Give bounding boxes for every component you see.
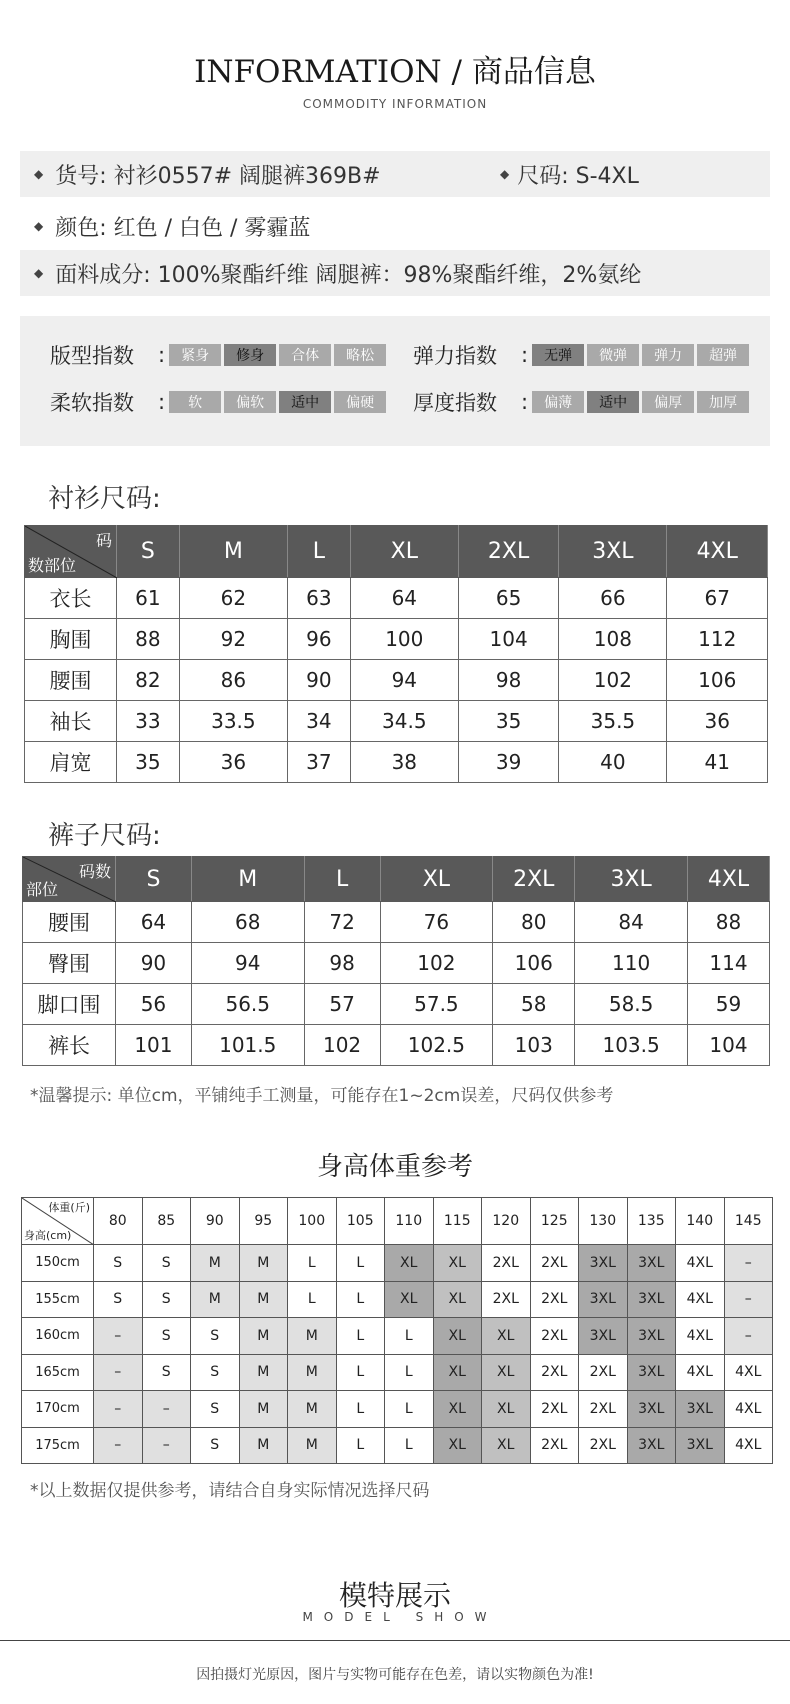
size-cell: M [191, 1245, 240, 1282]
table-cell: 106 [667, 660, 768, 701]
shirt-size-table [24, 525, 768, 783]
size-cell: 3XL [579, 1281, 628, 1318]
table-cell: 62 [179, 578, 287, 619]
index-option-chip: 偏软 [224, 391, 276, 413]
size-cell: 2XL [482, 1281, 531, 1318]
size-cell: – [94, 1391, 143, 1428]
size-cell: 4XL [724, 1391, 773, 1428]
size-cell: 3XL [627, 1281, 676, 1318]
index-option-chip: 适中 [279, 391, 331, 413]
size-cell: 2XL [530, 1427, 579, 1464]
size-header-cell: S [116, 857, 192, 902]
weight-header-cell: 105 [336, 1198, 385, 1245]
size-header-cell: 4XL [688, 857, 770, 902]
size-cell: 2XL [482, 1245, 531, 1282]
size-cell: XL [433, 1245, 482, 1282]
model-subtitle: MODEL SHOW [302, 1610, 498, 1624]
size-cell: – [94, 1354, 143, 1391]
size-header-cell: M [179, 526, 287, 578]
weight-header-cell: 145 [724, 1198, 773, 1245]
table-cell: 104 [688, 1025, 770, 1066]
size-cell: M [288, 1391, 337, 1428]
table-cell: 98 [458, 660, 559, 701]
index-option-chip: 超弹 [697, 344, 749, 366]
color-text: 颜色: 红色 / 白色 / 雾霾蓝 [55, 215, 311, 241]
size-cell: 3XL [676, 1391, 725, 1428]
table-cell: 101.5 [191, 1025, 304, 1066]
row-label-cell: 脚口围 [23, 984, 116, 1025]
corner-bottom-label: 身高(cm) [24, 1229, 72, 1242]
weight-header-cell: 115 [433, 1198, 482, 1245]
divider [0, 1640, 790, 1641]
height-label-cell: 160cm [22, 1318, 94, 1355]
weight-header-cell: 85 [142, 1198, 191, 1245]
table-cell: 35.5 [559, 701, 667, 742]
index-option-chip: 偏硬 [334, 391, 386, 413]
index-option-chip: 软 [169, 391, 221, 413]
size-cell: XL [385, 1245, 434, 1282]
size-cell: 2XL [530, 1318, 579, 1355]
table-cell: 90 [116, 943, 192, 984]
table-cell: 57 [304, 984, 380, 1025]
table-cell: 102 [559, 660, 667, 701]
footer-note: 因拍摄灯光原因，图片与实物可能存在色差，请以实物颜色为准! [196, 1667, 594, 1683]
size-cell: XL [482, 1318, 531, 1355]
table-cell: 58 [493, 984, 575, 1025]
index-option-chip: 适中 [587, 391, 639, 413]
table-cell: 92 [179, 619, 287, 660]
info-fabric-bar [20, 250, 770, 296]
diamond-bullet-icon: ◆ [34, 219, 44, 233]
diamond-bullet-icon: ◆ [34, 266, 44, 280]
reference-note: *以上数据仅提供参考，请结合自身实际情况选择尺码 [30, 1481, 430, 1501]
table-header-row [22, 1198, 773, 1245]
size-cell: XL [433, 1391, 482, 1428]
size-cell: – [724, 1318, 773, 1355]
table-cell: 100 [350, 619, 458, 660]
fit-index-row [50, 340, 389, 370]
size-cell: 2XL [579, 1391, 628, 1428]
thickness-index-row [413, 387, 752, 417]
table-row [25, 619, 768, 660]
index-option-chip: 合体 [279, 344, 331, 366]
table-cell: 34 [287, 701, 350, 742]
table-row [22, 1318, 773, 1355]
size-cell: 3XL [627, 1354, 676, 1391]
size-cell: XL [433, 1427, 482, 1464]
table-cell: 56 [116, 984, 192, 1025]
table-row [25, 660, 768, 701]
table-row [23, 1025, 770, 1066]
table-row [22, 1391, 773, 1428]
row-label-cell: 袖长 [25, 701, 117, 742]
size-cell: L [385, 1354, 434, 1391]
size-cell: S [142, 1318, 191, 1355]
table-row [25, 701, 768, 742]
table-cell: 65 [458, 578, 559, 619]
softness-index-row [50, 387, 389, 417]
table-cell: 103 [493, 1025, 575, 1066]
fit-index-panel [20, 316, 770, 446]
size-header-cell: 2XL [493, 857, 575, 902]
row-label-cell: 肩宽 [25, 742, 117, 783]
table-cell: 61 [117, 578, 180, 619]
size-cell: M [288, 1354, 337, 1391]
corner-top-label: 码数 [78, 862, 111, 881]
size-cell: 3XL [579, 1318, 628, 1355]
table-header-row [23, 857, 770, 902]
table-cell: 101 [116, 1025, 192, 1066]
size-cell: S [142, 1281, 191, 1318]
size-cell: XL [482, 1354, 531, 1391]
index-label: 弹力指数 [413, 344, 497, 368]
size-header-cell: 3XL [575, 857, 688, 902]
size-header-cell: L [287, 526, 350, 578]
index-option-chip: 修身 [224, 344, 276, 366]
table-cell: 103.5 [575, 1025, 688, 1066]
table-cell: 96 [287, 619, 350, 660]
table-cell: 88 [688, 902, 770, 943]
size-cell: L [288, 1245, 337, 1282]
diamond-bullet-icon: ◆ [500, 167, 510, 181]
shirt-size-title: 衬衫尺码: [48, 484, 161, 514]
size-cell: – [724, 1281, 773, 1318]
size-cell: 2XL [579, 1354, 628, 1391]
table-cell: 112 [667, 619, 768, 660]
size-cell: 3XL [627, 1391, 676, 1428]
weight-header-cell: 135 [627, 1198, 676, 1245]
size-cell: L [336, 1427, 385, 1464]
weight-header-cell: 140 [676, 1198, 725, 1245]
table-cell: 86 [179, 660, 287, 701]
table-cell: 33 [117, 701, 180, 742]
size-cell: M [288, 1318, 337, 1355]
weight-header-cell: 125 [530, 1198, 579, 1245]
index-colon: : [158, 390, 166, 414]
row-label-cell: 裤长 [23, 1025, 116, 1066]
table-cell: 110 [575, 943, 688, 984]
size-cell: 4XL [676, 1245, 725, 1282]
table-cell: 106 [493, 943, 575, 984]
table-cell: 80 [493, 902, 575, 943]
index-option-chip: 微弹 [587, 344, 639, 366]
size-cell: 3XL [676, 1427, 725, 1464]
table-cell: 102 [304, 1025, 380, 1066]
table-cell: 104 [458, 619, 559, 660]
size-cell: 4XL [724, 1354, 773, 1391]
stretch-index-row [413, 340, 752, 370]
table-cell: 56.5 [191, 984, 304, 1025]
table-cell: 72 [304, 902, 380, 943]
size-cell: S [94, 1281, 143, 1318]
size-cell: XL [482, 1427, 531, 1464]
size-cell: XL [433, 1318, 482, 1355]
corner-bottom-label: 数部位 [28, 556, 77, 575]
size-cell: M [239, 1427, 288, 1464]
table-cell: 76 [380, 902, 493, 943]
table-cell: 67 [667, 578, 768, 619]
index-option-chip: 加厚 [697, 391, 749, 413]
size-cell: L [288, 1281, 337, 1318]
row-label-cell: 腰围 [25, 660, 117, 701]
pants-size-table [22, 856, 770, 1066]
size-header-cell: XL [380, 857, 493, 902]
size-cell: L [336, 1281, 385, 1318]
size-cell: 3XL [627, 1318, 676, 1355]
table-row [22, 1427, 773, 1464]
size-header-cell: 4XL [667, 526, 768, 578]
height-weight-table [21, 1197, 773, 1464]
size-cell: L [336, 1391, 385, 1428]
row-label-cell: 胸围 [25, 619, 117, 660]
size-cell: S [142, 1245, 191, 1282]
table-cell: 63 [287, 578, 350, 619]
table-row [22, 1281, 773, 1318]
table-cell: 64 [116, 902, 192, 943]
fabric-text: 面料成分: 100%聚酯纤维 阔腿裤：98%聚酯纤维，2%氨纶 [55, 262, 642, 288]
table-row [23, 943, 770, 984]
height-label-cell: 150cm [22, 1245, 94, 1282]
size-cell: – [142, 1391, 191, 1428]
size-cell: 4XL [724, 1427, 773, 1464]
table-cell: 102.5 [380, 1025, 493, 1066]
size-cell: 3XL [579, 1245, 628, 1282]
height-label-cell: 175cm [22, 1427, 94, 1464]
table-cell: 34.5 [350, 701, 458, 742]
table-cell: 90 [287, 660, 350, 701]
size-cell: L [385, 1318, 434, 1355]
diamond-bullet-icon: ◆ [34, 167, 44, 181]
table-row [22, 1245, 773, 1282]
table-cell: 66 [559, 578, 667, 619]
table-row [23, 902, 770, 943]
size-cell: L [385, 1391, 434, 1428]
reference-title: 身高体重参考 [316, 1152, 473, 1182]
table-corner-cell [25, 526, 117, 578]
size-cell: 2XL [530, 1354, 579, 1391]
table-row [22, 1354, 773, 1391]
size-cell: – [94, 1318, 143, 1355]
size-cell: M [191, 1281, 240, 1318]
table-cell: 64 [350, 578, 458, 619]
size-cell: M [239, 1281, 288, 1318]
table-cell: 57.5 [380, 984, 493, 1025]
height-label-cell: 165cm [22, 1354, 94, 1391]
size-cell: 2XL [579, 1427, 628, 1464]
size-cell: M [288, 1427, 337, 1464]
row-label-cell: 臀围 [23, 943, 116, 984]
size-cell: L [385, 1427, 434, 1464]
weight-header-cell: 80 [94, 1198, 143, 1245]
index-option-chip: 紧身 [169, 344, 221, 366]
size-cell: 2XL [530, 1245, 579, 1282]
table-cell: 38 [350, 742, 458, 783]
size-header-cell: L [304, 857, 380, 902]
weight-header-cell: 95 [239, 1198, 288, 1245]
item-number-text: 货号: 衬衫0557# 阔腿裤369B# [55, 163, 381, 189]
size-cell: M [239, 1318, 288, 1355]
size-cell: 3XL [627, 1427, 676, 1464]
size-cell: 4XL [676, 1281, 725, 1318]
corner-top-label: 体重(斤) [48, 1201, 90, 1214]
size-cell: L [336, 1354, 385, 1391]
info-item-no-bar [20, 151, 770, 197]
size-cell: XL [385, 1281, 434, 1318]
index-option-chip: 弹力 [642, 344, 694, 366]
index-option-chip: 无弹 [532, 344, 584, 366]
size-cell: – [94, 1427, 143, 1464]
table-corner-cell [22, 1198, 94, 1245]
index-colon: : [158, 343, 166, 367]
size-header-cell: XL [350, 526, 458, 578]
table-cell: 36 [667, 701, 768, 742]
table-row [25, 578, 768, 619]
model-title: 模特展示 [338, 1579, 451, 1612]
size-cell: XL [433, 1354, 482, 1391]
size-header-cell: S [117, 526, 180, 578]
index-option-chip: 略松 [334, 344, 386, 366]
size-header-cell: M [191, 857, 304, 902]
page-subtitle: COMMODITY INFORMATION [302, 97, 488, 111]
size-cell: M [239, 1391, 288, 1428]
weight-header-cell: 130 [579, 1198, 628, 1245]
table-cell: 114 [688, 943, 770, 984]
index-label: 版型指数 [50, 344, 134, 368]
table-cell: 58.5 [575, 984, 688, 1025]
info-color-bar [20, 203, 770, 249]
index-option-chip: 偏厚 [642, 391, 694, 413]
size-cell: S [191, 1427, 240, 1464]
table-cell: 84 [575, 902, 688, 943]
corner-top-label: 码 [95, 531, 112, 550]
size-cell: M [239, 1245, 288, 1282]
size-cell: S [191, 1354, 240, 1391]
size-cell: 4XL [676, 1354, 725, 1391]
size-cell: 3XL [627, 1245, 676, 1282]
page-title: INFORMATION / 商品信息 [194, 54, 596, 90]
table-cell: 33.5 [179, 701, 287, 742]
table-cell: 40 [559, 742, 667, 783]
table-cell: 94 [350, 660, 458, 701]
size-range-text: 尺码: S-4XL [517, 163, 639, 189]
table-cell: 102 [380, 943, 493, 984]
size-range [500, 159, 639, 190]
weight-header-cell: 110 [385, 1198, 434, 1245]
table-header-row [25, 526, 768, 578]
table-cell: 39 [458, 742, 559, 783]
index-option-chip: 偏薄 [532, 391, 584, 413]
table-cell: 94 [191, 943, 304, 984]
corner-bottom-label: 部位 [26, 880, 59, 899]
size-cell: S [94, 1245, 143, 1282]
size-cell: S [191, 1318, 240, 1355]
table-corner-cell [23, 857, 116, 902]
weight-header-cell: 90 [191, 1198, 240, 1245]
size-cell: – [724, 1245, 773, 1282]
size-cell: S [142, 1354, 191, 1391]
size-cell: XL [482, 1391, 531, 1428]
table-cell: 37 [287, 742, 350, 783]
weight-header-cell: 120 [482, 1198, 531, 1245]
index-label: 厚度指数 [413, 391, 497, 415]
size-cell: 2XL [530, 1281, 579, 1318]
index-colon: : [521, 343, 529, 367]
table-cell: 88 [117, 619, 180, 660]
pants-size-title: 裤子尺码: [48, 821, 161, 851]
size-cell: S [191, 1391, 240, 1428]
table-cell: 68 [191, 902, 304, 943]
page-header [0, 46, 790, 111]
table-cell: 59 [688, 984, 770, 1025]
index-colon: : [521, 390, 529, 414]
table-cell: 108 [559, 619, 667, 660]
table-row [25, 742, 768, 783]
size-header-cell: 3XL [559, 526, 667, 578]
row-label-cell: 衣长 [25, 578, 117, 619]
measure-note: *温馨提示: 单位cm，平铺纯手工测量，可能存在1~2cm误差，尺码仅供参考 [30, 1086, 614, 1106]
table-row [23, 984, 770, 1025]
size-cell: XL [433, 1281, 482, 1318]
table-cell: 82 [117, 660, 180, 701]
weight-header-cell: 100 [288, 1198, 337, 1245]
table-cell: 41 [667, 742, 768, 783]
table-cell: 35 [117, 742, 180, 783]
height-label-cell: 155cm [22, 1281, 94, 1318]
size-cell: – [142, 1427, 191, 1464]
size-header-cell: 2XL [458, 526, 559, 578]
size-cell: 2XL [530, 1391, 579, 1428]
table-cell: 35 [458, 701, 559, 742]
height-label-cell: 170cm [22, 1391, 94, 1428]
row-label-cell: 腰围 [23, 902, 116, 943]
table-cell: 36 [179, 742, 287, 783]
index-label: 柔软指数 [50, 391, 134, 415]
size-cell: L [336, 1245, 385, 1282]
size-cell: M [239, 1354, 288, 1391]
table-cell: 98 [304, 943, 380, 984]
size-cell: L [336, 1318, 385, 1355]
size-cell: 4XL [676, 1318, 725, 1355]
